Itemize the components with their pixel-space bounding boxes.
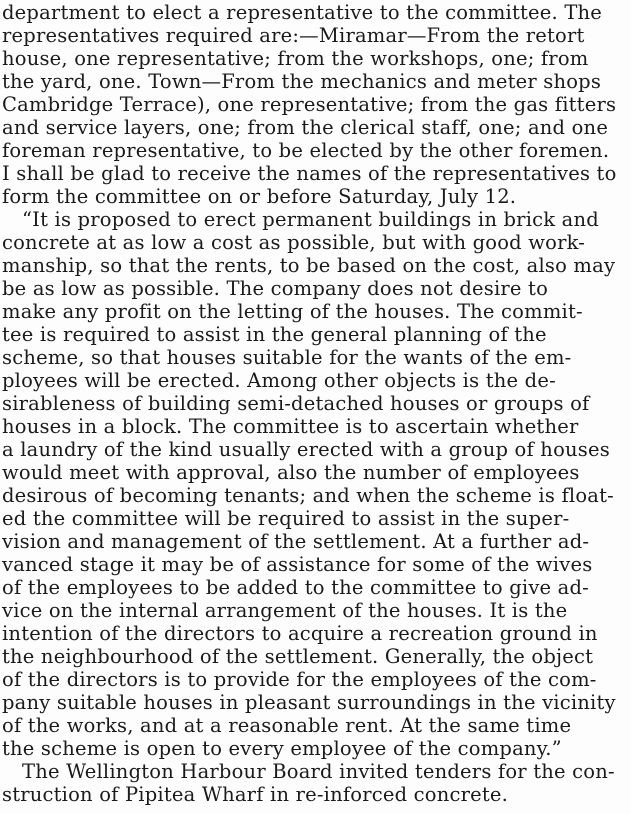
- text-line: vision and management of the settlement. At a further ad-: [2, 530, 590, 553]
- text-line: ployees will be erected. Among other objects is the de-: [2, 369, 556, 392]
- text-line: the neighbourhood of the settlement. Generally, the object: [2, 645, 594, 668]
- text-line: department to elect a representative to the committee. The: [2, 1, 603, 24]
- text-line: vanced stage it may be of assistance for some of the wives: [2, 553, 593, 576]
- text-line: intention of the directors to acquire a recreation ground in: [2, 622, 598, 645]
- text-line: sirableness of building semi-detached houses or groups of: [2, 392, 590, 415]
- text-line: the yard, one. Town—From the mechanics and meter shops: [2, 70, 602, 93]
- text-line: struction of Pipitea Wharf in re-inforced concrete.: [2, 783, 509, 806]
- text-line: would meet with approval, also the number of employees: [2, 461, 580, 484]
- text-line: scheme, so that houses suitable for the wants of the em-: [2, 346, 572, 369]
- paragraph-start-line: “It is proposed to erect permanent buildings in brick and: [22, 208, 599, 231]
- text-line: pany suitable houses in pleasant surroundings in the vicinity: [2, 691, 616, 714]
- text-line: a laundry of the kind usually erected with a group of houses: [2, 438, 610, 461]
- text-line: representatives required are:—Miramar—From the retort: [2, 24, 585, 47]
- text-line: manship, so that the rents, to be based on the cost, also may: [2, 254, 616, 277]
- text-line: ed the committee will be required to assist in the super-: [2, 507, 570, 530]
- text-line: houses in a block. The committee is to ascertain whether: [2, 415, 579, 438]
- text-line: make any profit on the letting of the houses. The commit-: [2, 300, 583, 323]
- paragraph-start-line: The Wellington Harbour Board invited tenders for the con-: [22, 760, 615, 783]
- text-line: of the works, and at a reasonable rent. At the same time: [2, 714, 572, 737]
- text-line: foreman representative, to be elected by the other foremen.: [2, 139, 610, 162]
- text-line: be as low as possible. The company does not desire to: [2, 277, 549, 300]
- text-line: tee is required to assist in the general planning of the: [2, 323, 547, 346]
- text-line: of the directors is to provide for the employees of the com-: [2, 668, 597, 691]
- text-line: of the employees to be added to the committee to give ad-: [2, 576, 589, 599]
- text-line: vice on the internal arrangement of the houses. It is the: [2, 599, 568, 622]
- text-line: form the committee on or before Saturday, July 12.: [2, 185, 517, 208]
- text-line: and service layers, one; from the clerical staff, one; and one: [2, 116, 609, 139]
- text-line: concrete at as low a cost as possible, but with good work-: [2, 231, 586, 254]
- text-line: the scheme is open to every employee of the company.”: [2, 737, 562, 760]
- text-line: I shall be glad to receive the names of the representatives to: [2, 162, 617, 185]
- text-line: desirous of becoming tenants; and when the scheme is float-: [2, 484, 614, 507]
- text-line: Cambridge Terrace), one representative; from the gas fitters: [2, 93, 617, 116]
- text-line: house, one representative; from the workshops, one; from: [2, 47, 589, 70]
